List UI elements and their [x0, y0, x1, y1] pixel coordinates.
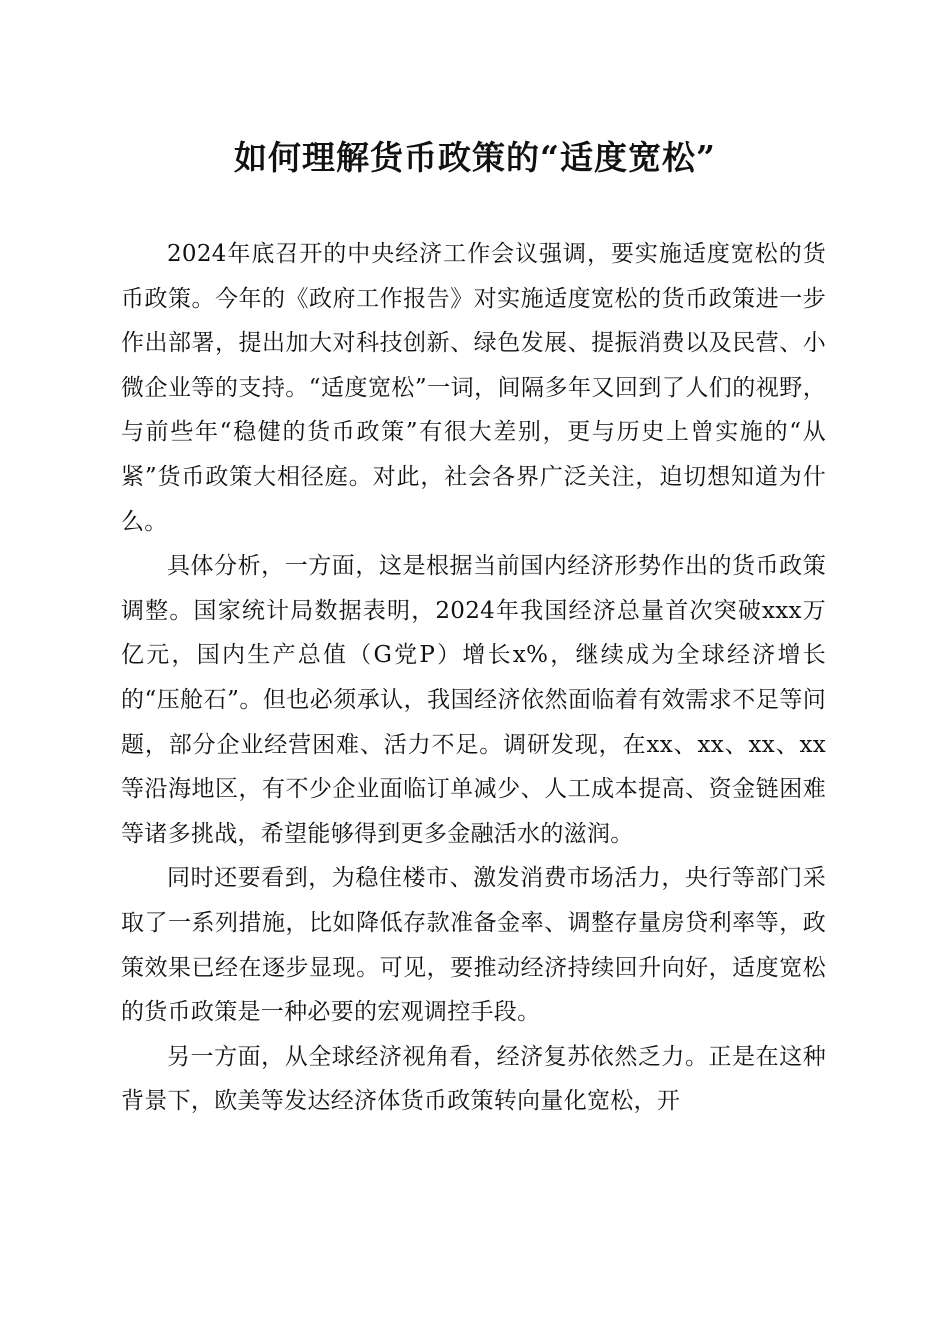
paragraph: 另一方面，从全球经济视角看，经济复苏依然乏力。正是在这种背景下，欧美等发达经济体货币政策转向量化宽松，开	[121, 1043, 826, 1115]
paragraph: 具体分析，一方面，这是根据当前国内经济形势作出的货币政策调整。国家统计局数据表明，2024年我国经济总量首次突破xxx万亿元，国内生产总值（G党P）增长x%，继续成为全球经济增长的“压舱石”。但也必须承认，我国经济依然面临着有效需求不足等问题，部分企业经营困难、活力不足。调研发现，在xx、xx、xx、xx等沿海地区，有不少企业面临订单减少、人工成本提高、资金链困难等诸多挑战，希望能够得到更多金融活水的滋润。	[121, 553, 826, 847]
paragraph: 同时还要看到，为稳住楼市、激发消费市场活力，央行等部门采取了一系列措施，比如降低存款准备金率、调整存量房贷利率等，政策效果已经在逐步显现。可见，要推动经济持续回升向好，适度宽松的货币政策是一种必要的宏观调控手段。	[121, 865, 826, 1026]
document-title: 如何理解货币政策的“适度宽松”	[234, 138, 716, 177]
paragraph: 2024年底召开的中央经济工作会议强调，要实施适度宽松的货币政策。今年的《政府工作报告》对实施适度宽松的货币政策进一步作出部署，提出加大对科技创新、绿色发展、提振消费以及民营、小微企业等的支持。“适度宽松”一词，间隔多年又回到了人们的视野，与前些年“稳健的货币政策”有很大差别，更与历史上曾实施的“从紧”货币政策大相径庭。对此，社会各界广泛关注，迫切想知道为什么。	[121, 241, 826, 535]
document-body	[121, 232, 826, 1124]
